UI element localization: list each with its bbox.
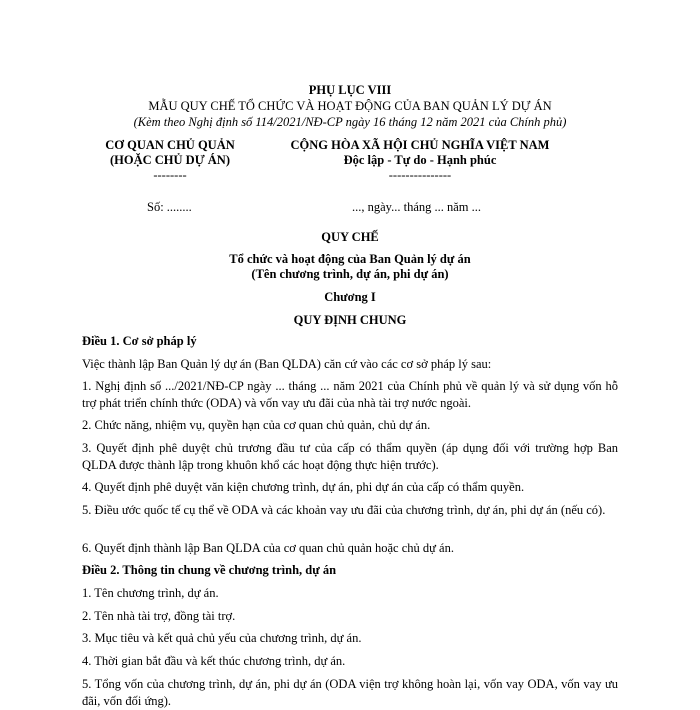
date-line: ..., ngày... tháng ... năm ... <box>352 200 482 214</box>
article-2-item: 2. Tên nhà tài trợ, đồng tài trợ. <box>82 609 236 623</box>
article-1-heading: Điều 1. Cơ sở pháp lý <box>82 334 197 348</box>
chapter-number: Chương I <box>324 290 376 304</box>
document-subtitle: Tổ chức và hoạt động của Ban Quản lý dự án <box>229 252 471 266</box>
article-1-item: 6. Quyết định thành lập Ban QLDA của cơ quan chủ quản hoặc chủ dự án. <box>82 541 454 555</box>
document-subtitle-note: (Tên chương trình, dự án, phi dự án) <box>251 267 449 281</box>
article-2-heading: Điều 2. Thông tin chung về chương trình, dự án <box>82 563 337 577</box>
article-2-item: 4. Thời gian bắt đầu và kết thúc chương trình, dự án. <box>82 654 346 668</box>
national-motto: Độc lập - Tự do - Hạnh phúc <box>343 153 497 167</box>
article-1-item: 3. Quyết định phê duyệt chủ trương đầu tư của cấp có thẩm quyền (áp dụng đối với trường hợp Ban QLDA được thành lập trong khuôn khổ các hoạt động thực hiện trước). <box>82 441 618 472</box>
decree-note: (Kèm theo Nghị định số 114/2021/NĐ-CP ngày 16 tháng 12 năm 2021 của Chính phủ) <box>133 115 567 129</box>
article-1-item: 4. Quyết định phê duyệt văn kiện chương trình, dự án, phi dự án của cấp có thẩm quyền. <box>82 480 525 494</box>
right-divider: --------------- <box>388 168 452 182</box>
document-type: QUY CHẾ <box>321 230 379 244</box>
article-1-item: 1. Nghị định số .../2021/NĐ-CP ngày ... tháng ... năm 2021 của Chính phủ về quản lý và sử dụng vốn hỗ trợ phát triển chính thức (ODA) và vốn vay ưu đãi của nhà tài trợ nước ngoài. <box>82 379 618 410</box>
national-title: CỘNG HÒA XÃ HỘI CHỦ NGHĨA VIỆT NAM <box>290 138 550 152</box>
article-1-item: 2. Chức năng, nhiệm vụ, quyền hạn của cơ quan chủ quản, chủ dự án. <box>82 418 431 432</box>
form-title: MẪU QUY CHẾ TỔ CHỨC VÀ HOẠT ĐỘNG CỦA BAN QUẢN LÝ DỰ ÁN <box>148 99 552 113</box>
issuing-agency-line2: (HOẶC CHỦ DỰ ÁN) <box>109 153 230 167</box>
article-2-item: 1. Tên chương trình, dự án. <box>82 586 219 600</box>
article-1-item: 5. Điều ước quốc tế cụ thể về ODA và các khoản vay ưu đãi của chương trình, dự án, phi dự án (nếu có). <box>82 503 606 517</box>
issuing-agency-line1: CƠ QUAN CHỦ QUẢN <box>105 138 235 152</box>
left-divider: -------- <box>153 168 187 182</box>
appendix-title: PHỤ LỤC VIII <box>308 83 392 97</box>
article-1-intro: Việc thành lập Ban Quản lý dự án (Ban QLDA) căn cứ vào các cơ sở pháp lý sau: <box>82 357 492 371</box>
article-2-item: 5. Tổng vốn của chương trình, dự án, phi dự án (ODA viện trợ không hoàn lại, vốn vay ODA, vốn vay ưu đãi, vốn đối ứng). <box>82 677 618 708</box>
document-number: Số: ........ <box>147 200 192 214</box>
chapter-title: QUY ĐỊNH CHUNG <box>293 313 407 327</box>
article-2-item: 3. Mục tiêu và kết quả chủ yếu của chương trình, dự án. <box>82 631 362 645</box>
